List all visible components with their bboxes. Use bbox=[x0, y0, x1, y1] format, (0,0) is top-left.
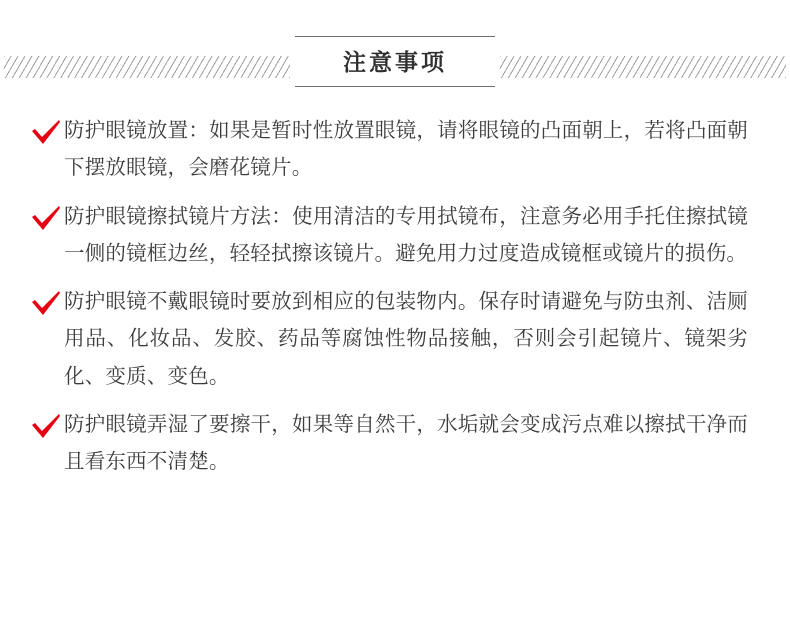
page-title: 注意事项 bbox=[343, 49, 447, 75]
list-item bbox=[30, 198, 748, 273]
list-item bbox=[30, 406, 748, 481]
list-item bbox=[30, 112, 748, 187]
list-item-text: 防护眼镜弄湿了要擦干，如果等自然干，水垢就会变成污点难以擦拭干净而且看东西不清楚。 bbox=[64, 413, 748, 474]
hatch-decoration-right bbox=[500, 56, 786, 78]
list-item-text: 防护眼镜不戴眼镜时要放到相应的包装物内。保存时请避免与防虫剂、洁厕用品、化妆品、发胶、药品等腐蚀性物品接触，否则会引起镜片、镜架劣化、变质、变色。 bbox=[64, 290, 748, 388]
title-block bbox=[290, 36, 500, 87]
list-item-text: 防护眼镜放置：如果是暂时性放置眼镜，请将眼镜的凸面朝上，若将凸面朝下摆放眼镜，会磨花镜片。 bbox=[64, 119, 748, 180]
check-mark-icon bbox=[30, 289, 62, 319]
page-header bbox=[0, 0, 790, 110]
list-item-text: 防护眼镜擦拭镜片方法：使用清洁的专用拭镜布，注意务必用手托住擦拭镜一侧的镜框边丝，轻轻拭擦该镜片。避免用力过度造成镜框或镜片的损伤。 bbox=[64, 204, 748, 265]
notes-list bbox=[0, 110, 790, 481]
check-mark-icon bbox=[30, 204, 62, 234]
hatch-decoration-left bbox=[4, 56, 290, 78]
check-mark-icon bbox=[30, 412, 62, 442]
list-item bbox=[30, 283, 748, 395]
title-rule-top bbox=[295, 36, 495, 37]
check-mark-icon bbox=[30, 118, 62, 148]
title-rule-bottom bbox=[295, 86, 495, 87]
